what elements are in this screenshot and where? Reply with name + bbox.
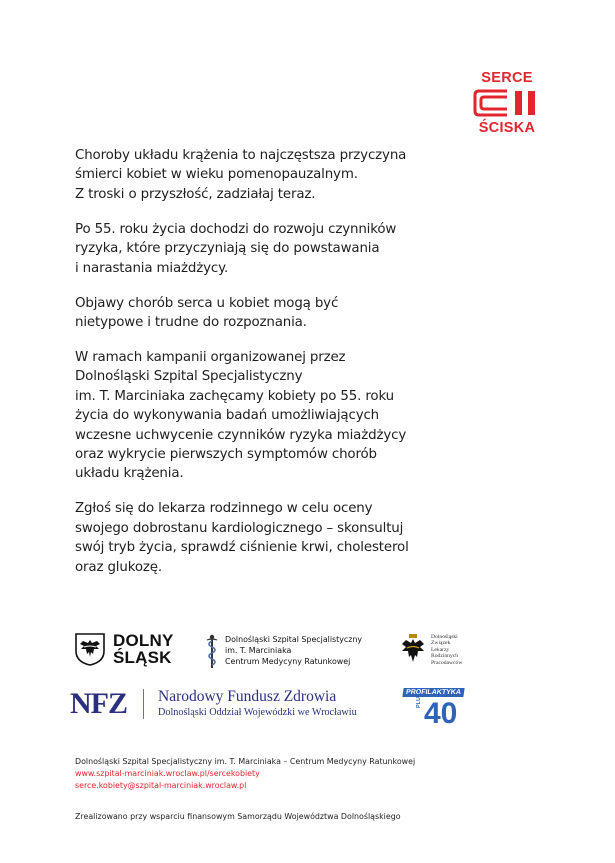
dzl-line: Dolnośląski	[431, 634, 458, 640]
caduceus-icon	[205, 634, 219, 670]
nfz-mark: NFZ	[70, 686, 127, 720]
dzl-line: Związek	[431, 640, 451, 647]
eagle-crest-icon	[400, 634, 426, 666]
website-link[interactable]: www.szpital-marciniak.wroclaw.pl/sercekobiety	[75, 768, 260, 778]
paragraph-4: W ramach kampanii organizowanej przez Dolnośląski Szpital Specjalistyczny im. T. Marciniaka zachęcamy kobiety po 55. roku życia do wykonywania badań umożliwiających wczesne uchwycenie czynników ryzyka miażdżycy oraz wykrycie pierwszych symptomów chorób układu krążenia.	[75, 350, 407, 482]
logo-heart-mark-icon	[473, 88, 541, 118]
logo-word-sciska: ŚCISKA	[478, 120, 536, 136]
contact-footer	[75, 756, 415, 791]
paragraph-3: Objawy chorób serca u kobiet mogą być nietypowe i trudne do rozpoznania.	[75, 295, 339, 331]
paragraph-1: Choroby układu krążenia to najczęstsza przyczyna śmierci kobiet w wieku pomenopauzalnym. Z troski o przyszłość, zadziałaj teraz.	[75, 148, 407, 202]
dolny-slask-line1: DOLNY	[113, 631, 174, 650]
hospital-name-line3: Centrum Medycyny Ratunkowej	[225, 657, 351, 666]
email-link[interactable]: serce.kobiety@szpital-marciniak.wroclaw.pl	[75, 780, 247, 790]
paragraph-2: Po 55. roku życia dochodzi do rozwoju czynników ryzyka, które przyczyniają się do powstawania i narastania miażdżycy.	[75, 221, 397, 276]
dolny-slask-logo	[75, 632, 174, 666]
nfz-branch: Dolnośląski Oddział Wojewódzki we Wrocławiu	[158, 707, 357, 718]
nfz-name: Narodowy Fundusz Zdrowia	[158, 688, 337, 705]
hospital-logo	[205, 634, 362, 670]
nfz-divider	[143, 689, 144, 719]
dzl-text	[431, 634, 462, 666]
campaign-text	[75, 146, 470, 593]
dzl-logo	[400, 634, 462, 666]
funding-note: Zrealizowano przy wsparciu finansowym Samorządu Województwa Dolnośląskiego	[75, 812, 401, 821]
profilaktyka-title: PROFILAKTYKA	[402, 688, 464, 697]
plus-label: PLUS	[416, 693, 422, 708]
profilaktyka-40-plus-logo	[400, 686, 462, 726]
hospital-name-line1: Dolnośląski Szpital Specjalistyczny	[225, 635, 363, 644]
dzl-line: Pracodawców	[431, 659, 463, 666]
dzl-line: Lekarzy	[431, 646, 450, 653]
hospital-name-line2: im. T. Marciniaka	[225, 646, 292, 655]
forty-number: 40	[424, 697, 458, 726]
paragraph-5: Zgłoś się do lekarza rodzinnego w celu oceny swojego dobrostanu kardiologicznego – skonsultuj swój tryb życia, sprawdź ciśnienie krwi, cholesterol oraz glukozę.	[75, 501, 409, 575]
dolny-slask-line2: ŚLĄSK	[113, 648, 172, 667]
logo-word-serce: SERCE	[481, 70, 533, 86]
institution-name: Dolnośląski Szpital Specjalistyczny im. T. Marciniaka – Centrum Medycyny Ratunkowej	[75, 757, 416, 766]
dzl-line: Rodzinnych	[431, 653, 459, 660]
nfz-logo	[70, 688, 357, 719]
eagle-shield-icon	[75, 633, 105, 666]
serce-sciska-logo	[470, 70, 544, 136]
